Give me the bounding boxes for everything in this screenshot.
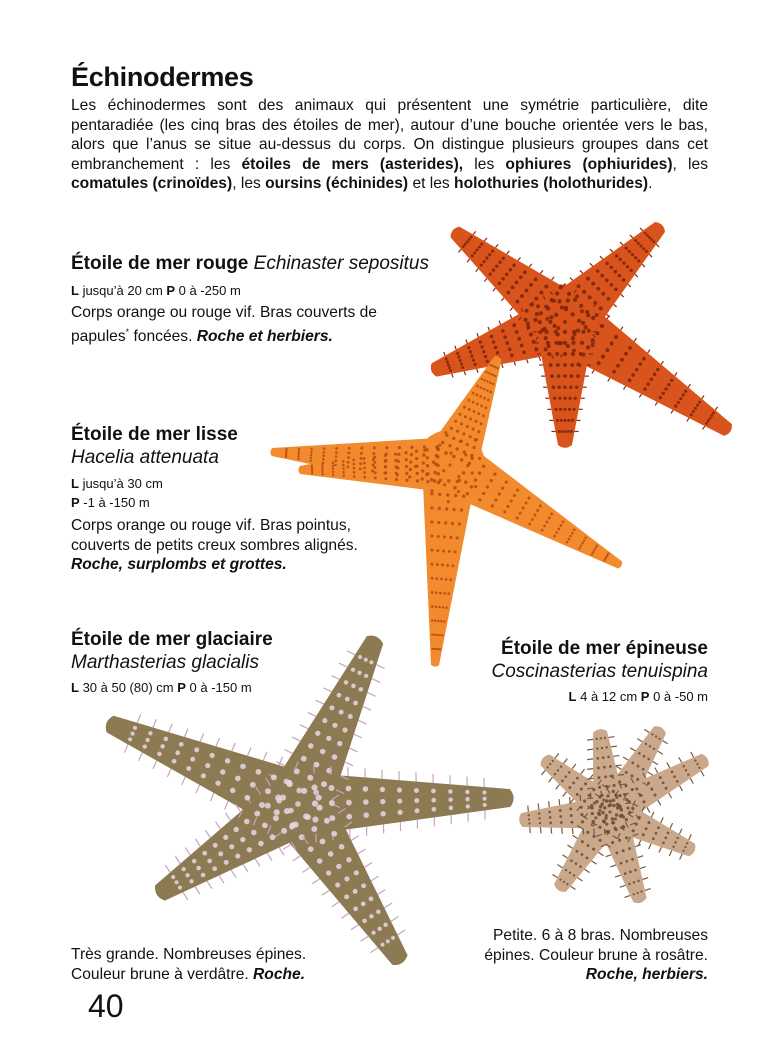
group-echinides: oursins (échinides) — [265, 175, 409, 193]
species-title: Étoile de mer épineuse — [501, 638, 708, 659]
species-entry-red — [71, 253, 461, 346]
species-description: Corps orange ou rouge vif. Bras couverts de papules* foncées. Roche et herbiers. — [71, 304, 377, 345]
habitat: Roche, surplombs et grottes. — [71, 556, 287, 574]
group-holothurides: holothuries (holothurides) — [454, 175, 649, 193]
measurements: L 4 à 12 cm P 0 à -50 m — [568, 689, 708, 704]
intro-paragraph: Les échinodermes sont des animaux qui présentent une symétrie particulière, dite pentaradiée (les cinq bras des étoiles de mer), autour d’une bouche orientée vers le bas, alors que l’anus se situe au-dessus du corps. On distingue plusieurs groupes dans cet embranchement : les étoiles de mers (asterides), les ophiures (ophiurides), les comatules (crinoïdes), les oursins (échinides) et les holothuries (holothurides). — [71, 97, 708, 193]
measurements: L 30 à 50 (80) cm P 0 à -150 m — [71, 680, 252, 695]
habitat: Roche. — [253, 965, 306, 983]
species-description: Corps orange ou rouge vif. Bras pointus, couverts de petits creux sombres alignés. Roche, surplombs et grottes. — [71, 517, 358, 574]
scientific-name: Echinaster sepositus — [253, 253, 429, 274]
group-ophiurides: ophiures (ophiurides) — [505, 155, 673, 173]
page-title: Échinodermes — [71, 62, 254, 92]
scientific-name: Hacelia attenuata — [71, 447, 219, 468]
species-title — [71, 253, 461, 275]
species-description-spiny: Petite. 6 à 8 bras. Nombreuses épines. Couleur brune à rosâtre. Roche, herbiers. — [484, 927, 708, 984]
species-title: Étoile de mer lisse — [71, 424, 238, 445]
group-asterides: étoiles de mers (asterides), — [241, 155, 464, 173]
page-number: 40 — [88, 988, 124, 1024]
species-entry-smooth — [71, 424, 431, 575]
species-description-glacial: Très grande. Nombreuses épines. Couleur brune à verdâtre. Roche. — [71, 946, 307, 983]
scientific-name: Marthasterias glacialis — [71, 652, 259, 673]
species-title: Étoile de mer glaciaire — [71, 629, 273, 650]
measurements-length: L jusqu’à 30 cm — [71, 476, 163, 491]
species-entry-spiny — [440, 638, 708, 706]
measurements: L jusqu’à 20 cm P 0 à -250 m — [71, 283, 241, 298]
group-crinoides: comatules (crinoïdes) — [71, 175, 233, 193]
species-entry-glacial — [71, 629, 371, 697]
habitat: Roche et herbiers. — [196, 327, 333, 345]
common-name: Étoile de mer rouge — [71, 253, 249, 274]
scientific-name: Coscinasterias tenuispina — [491, 661, 708, 682]
habitat: Roche, herbiers. — [585, 966, 708, 984]
measurements-depth: P -1 à -150 m — [71, 495, 150, 510]
